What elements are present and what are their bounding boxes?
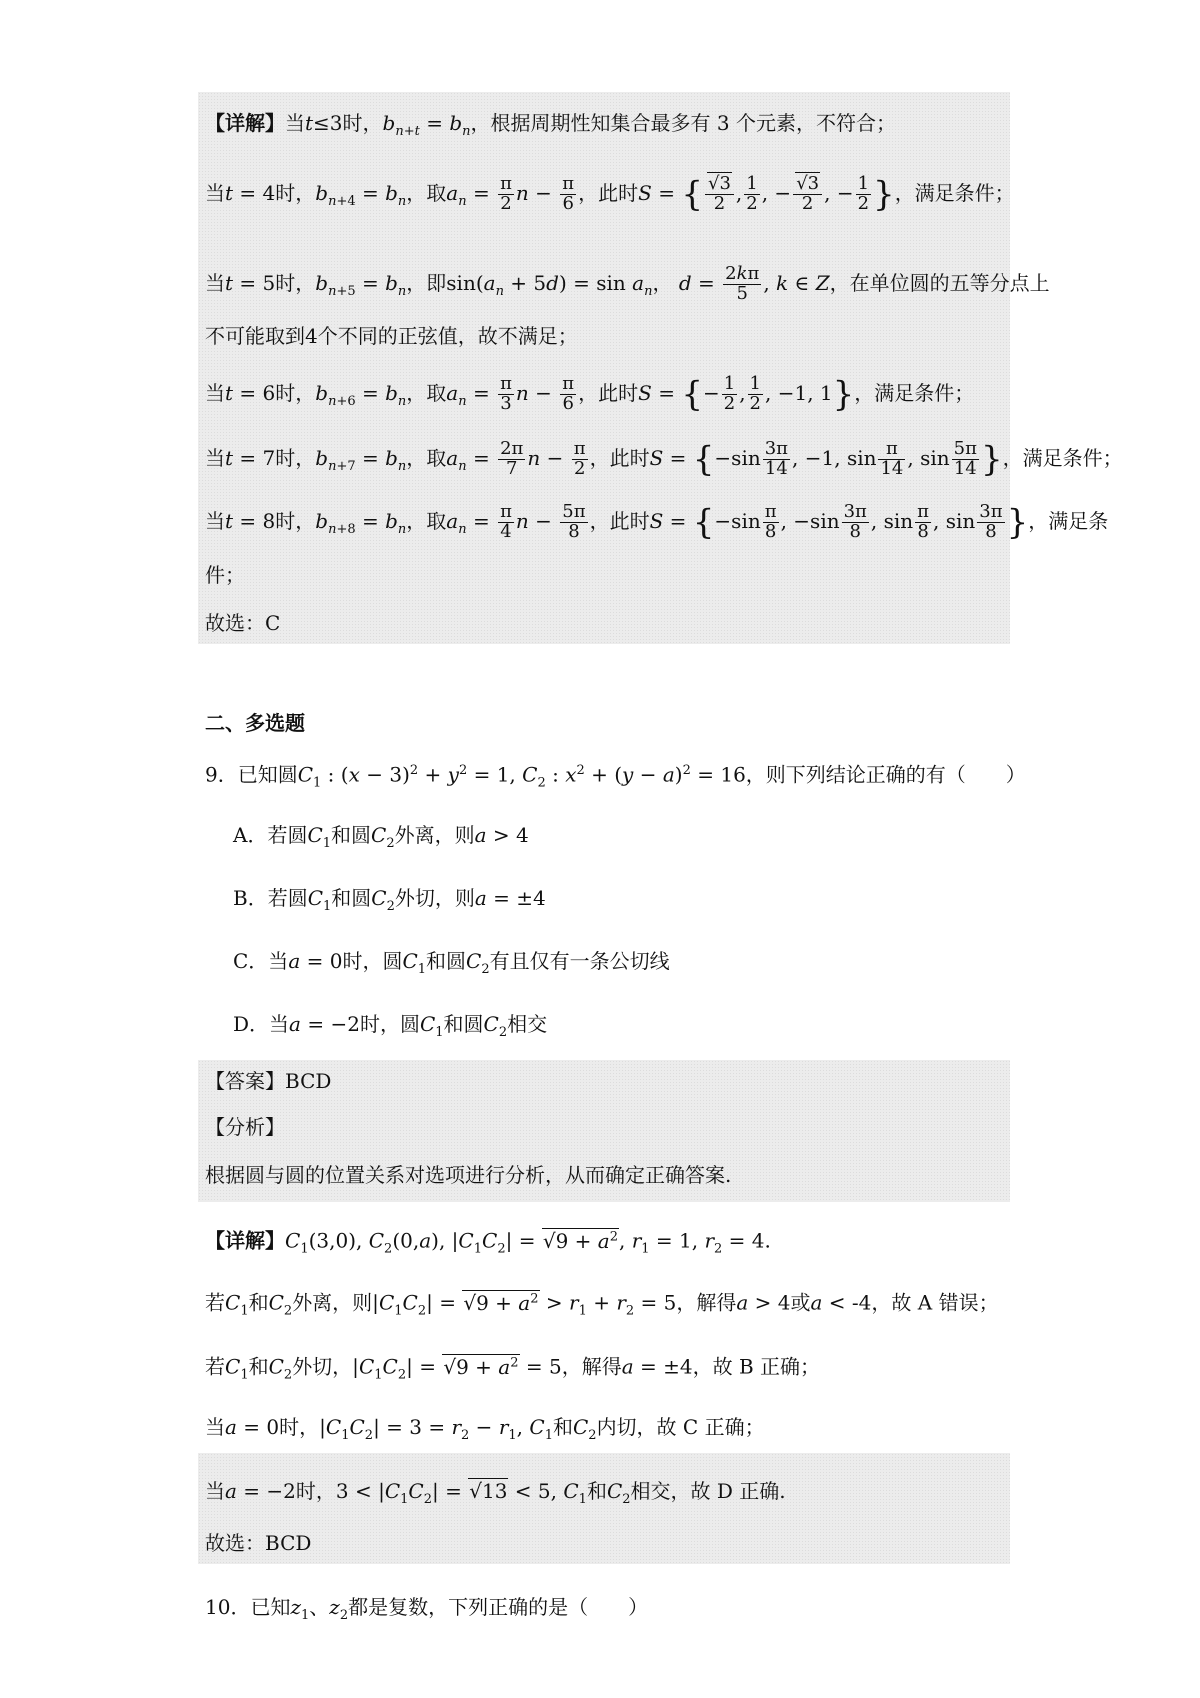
answer-line: 【答案】BCD bbox=[205, 1069, 332, 1093]
explanation-line-5: 当t = 6时，$b_{n+6} = b_n$，取$a_n$ = $\frac{\pi}{3}$ n − $\frac{\pi}{6}$ ，此时S = {− $\frac{1}{2}$ , $\frac{1}{2}$ , −1, 1}，满足条件； bbox=[205, 373, 975, 415]
option-a: A．若圆$C_1$和圆$C_2$外离，则a > 4 bbox=[233, 823, 529, 851]
analysis-text: 根据圆与圆的位置关系对选项进行分析，从而确定正确答案. bbox=[205, 1163, 732, 1187]
detail-line-4: 当a = 0时，$|C_1C_2| = 3 = r_2 - r_1$, $C_1$和$C_2$内切，故 C 正确； bbox=[205, 1415, 765, 1443]
detail-line-2: 若$C_1$和$C_2$外离，则$|C_1C_2| = √9 + a^2 > r_1 + r_2 = 5$，解得a > 4或a < -4，故 A 错误； bbox=[205, 1290, 999, 1319]
section-title: 二、多选题 bbox=[205, 711, 305, 735]
option-c: C．当a = 0时，圆$C_1$和圆$C_2$有且仅有一条公切线 bbox=[233, 949, 670, 977]
option-b: B．若圆$C_1$和圆$C_2$外切，则a = ±4 bbox=[233, 886, 546, 914]
detail-line-5: 当a = −2时，$3 < |C_1C_2| = √13 < 5$, $C_1$和$C_2$相交，故 D 正确. bbox=[205, 1479, 786, 1507]
question-10-stem: 10．已知$z_1$、$z_2$都是复数，下列正确的是（ ） bbox=[205, 1595, 649, 1623]
explanation-line-2: 当t = 4时，$b_{n+4} = b_n$，取$a_n$ = $\frac{\pi}{2}$ n − $\frac{\pi}{6}$ ，此时S = { $\frac{√3}{2}$ , $\frac{1}{2}$ , − $\frac{√3}{2}$ , − $\frac{1}{2}$ }，满足条件； bbox=[205, 173, 1015, 215]
explanation-choice: 故选：C bbox=[205, 611, 281, 635]
explanation-line-4: 不可能取到4个不同的正弦值，故不满足； bbox=[205, 324, 578, 348]
explanation-line-3: 当t = 5时，$b_{n+5} = b_n$，即$\sin(a_n + 5d) = \sin a_n$， d = $\frac{2k\pi}{5}$ , k ∈ Z，在单位圆的五等分点上 bbox=[205, 263, 1050, 304]
detail-choice: 故选：BCD bbox=[205, 1531, 312, 1555]
explanation-line-8: 件； bbox=[205, 563, 245, 587]
detail-line-1: 【详解】$C_1(3,0)$, $C_2(0,a)$, $|C_1C_2| = √9 + a^2$, $r_1 = 1$, $r_2 = 4$. bbox=[205, 1228, 771, 1257]
explanation-line-7: 当t = 8时，$b_{n+8} = b_n$，取$a_n$ = $\frac{\pi}{4}$ n − $\frac{5\pi}{8}$ ，此时S = {−sin $\frac{\pi}{8}$ , −sin $\frac{3\pi}{8}$ , sin $\frac{\pi}{8}$ , sin $\frac{3\pi}{8}$ }，满足条 bbox=[205, 501, 1109, 543]
question-9-stem: 9．已知圆$C_1$ : $(x - 3)^2 + y^2 = 1$, $C_2$ : $x^2 + (y - a)^2 = 16$，则下列结论正确的有（ ） bbox=[205, 762, 1026, 791]
option-d: D．当a = −2时，圆$C_1$和圆$C_2$相交 bbox=[233, 1012, 548, 1040]
analysis-heading: 【分析】 bbox=[205, 1115, 285, 1139]
detail-line-3: 若$C_1$和$C_2$外切，$|C_1C_2| = √9 + a^2 = 5$，解得a = ±4，故 B 正确； bbox=[205, 1354, 821, 1383]
explanation-line-6: 当t = 7时，$b_{n+7} = b_n$，取$a_n$ = $\frac{2\pi}{7}$ n − $\frac{\pi}{2}$ ，此时S = {−sin $\frac{3\pi}{14}$ , −1, sin $\frac{\pi}{14}$ , sin $\frac{5\pi}{14}$ }，满足条件； bbox=[205, 438, 1123, 480]
explanation-line-1: 【详解】当t≤3时，$b_{n+t} = b_n$，根据周期性知集合最多有 3 个元素，不符合； bbox=[205, 111, 896, 139]
